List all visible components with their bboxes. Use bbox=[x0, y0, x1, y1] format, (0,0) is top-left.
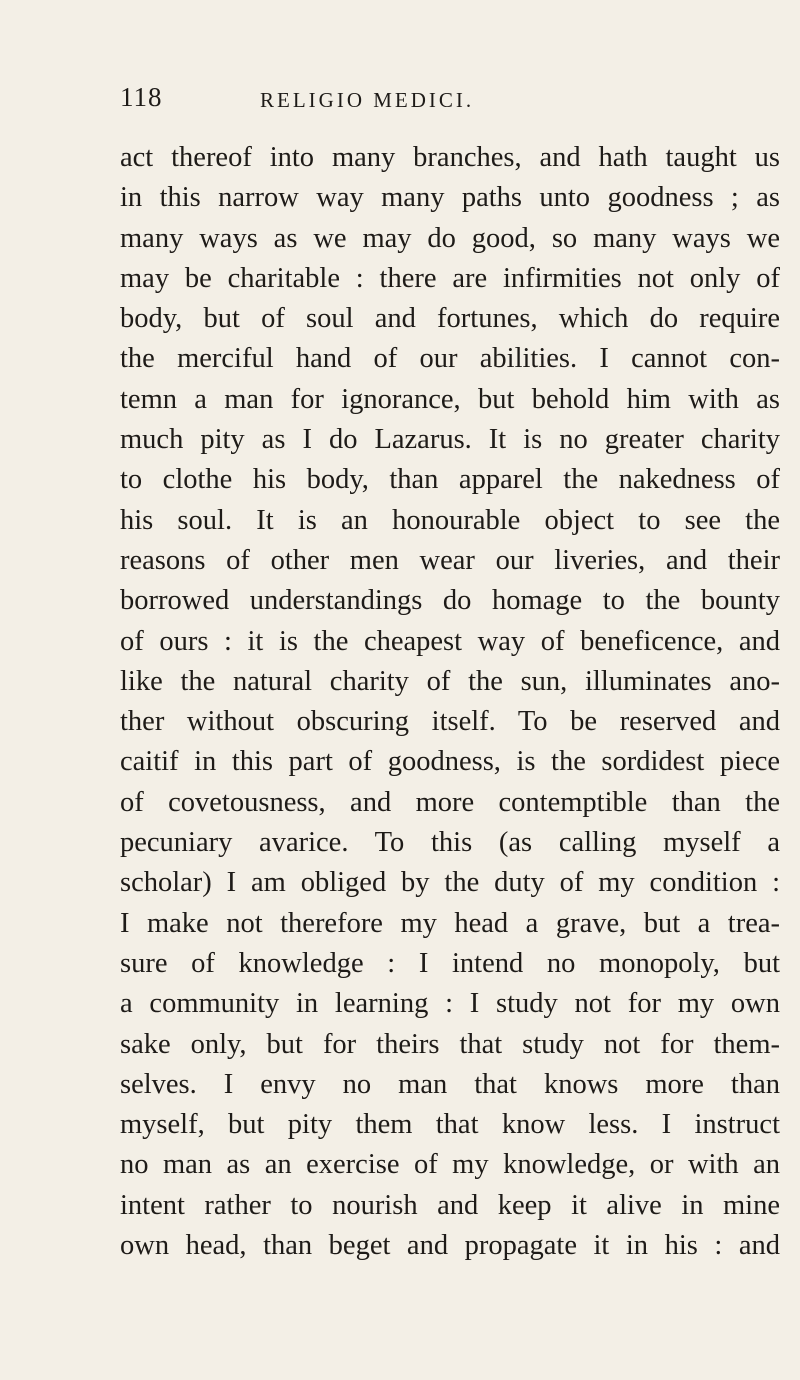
text-line: selves. I envy no man that knows more than bbox=[120, 1068, 780, 1100]
text-line: his soul. It is an honourable object to see the bbox=[120, 504, 780, 536]
text-line: body, but of soul and fortunes, which do require bbox=[120, 303, 780, 335]
text-line: pecuniary avarice. To this (as calling myself a bbox=[120, 827, 780, 859]
text-line: I make not therefore my head a grave, but a trea- bbox=[120, 907, 780, 939]
text-line: the merciful hand of our abilities. I cannot con- bbox=[120, 343, 780, 375]
text-line: many ways as we may do good, so many ways we bbox=[120, 222, 780, 254]
text-line: sake only, but for theirs that study not for them- bbox=[120, 1028, 780, 1060]
text-line: of covetousness, and more contemptible than the bbox=[120, 786, 780, 818]
text-line: reasons of other men wear our liveries, and their bbox=[120, 544, 780, 576]
text-line: own head, than beget and propagate it in his : and bbox=[120, 1230, 780, 1262]
text-line: caitif in this part of goodness, is the sordidest piece bbox=[120, 746, 780, 778]
text-line: a community in learning : I study not for my own bbox=[120, 988, 780, 1020]
text-line: sure of knowledge : I intend no monopoly, but bbox=[120, 947, 780, 979]
text-line: act thereof into many branches, and hath taught us bbox=[120, 142, 780, 173]
text-line: may be charitable : there are infirmities not only of bbox=[120, 262, 780, 294]
text-line: like the natural charity of the sun, illuminates ano- bbox=[120, 665, 780, 697]
page-number: 118 bbox=[120, 82, 163, 112]
running-title: RELIGIO MEDICI. bbox=[260, 88, 475, 112]
text-line: temn a man for ignorance, but behold him with as bbox=[120, 383, 780, 415]
text-line: borrowed understandings do homage to the bounty bbox=[120, 585, 780, 617]
text-line: in this narrow way many paths unto goodness ; as bbox=[120, 182, 780, 214]
text-line: intent rather to nourish and keep it alive in mine bbox=[120, 1189, 780, 1221]
text-line: of ours : it is the cheapest way of beneficence, and bbox=[120, 625, 780, 657]
running-head bbox=[120, 82, 680, 118]
text-line: much pity as I do Lazarus. It is no greater charity bbox=[120, 424, 780, 456]
text-line: myself, but pity them that know less. I instruct bbox=[120, 1109, 780, 1141]
body-text bbox=[120, 138, 780, 1266]
text-line: scholar) I am obliged by the duty of my condition : bbox=[120, 867, 780, 899]
text-line: no man as an exercise of my knowledge, or with an bbox=[120, 1149, 780, 1181]
text-line: ther without obscuring itself. To be reserved and bbox=[120, 706, 780, 738]
text-line: to clothe his body, than apparel the nakedness of bbox=[120, 464, 780, 496]
